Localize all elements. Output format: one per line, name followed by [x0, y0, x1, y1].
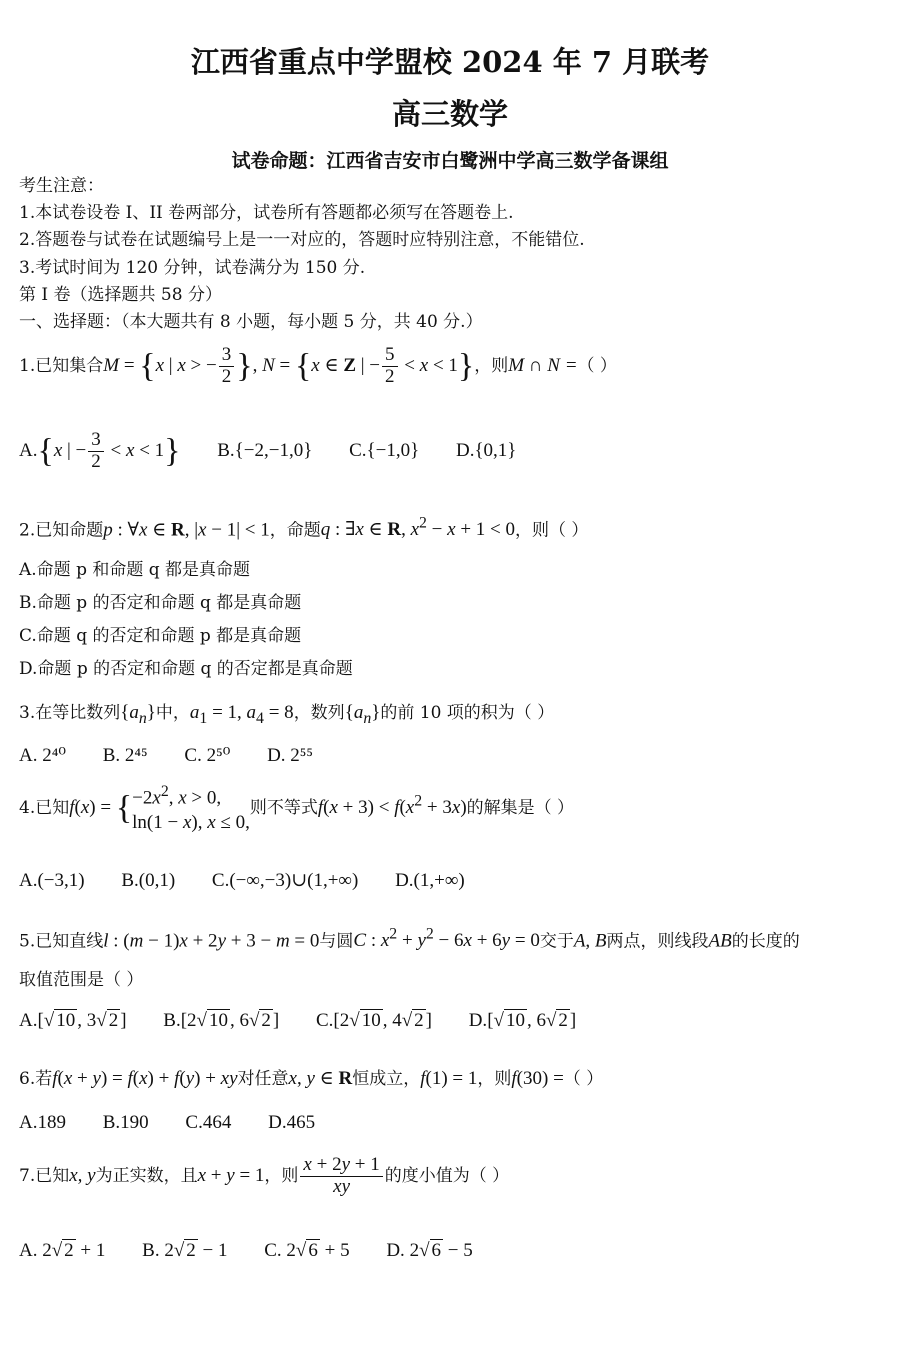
note-item: 2.答题卷与试卷在试题编号上是一一对应的，答题时应特别注意，不能错位. — [19, 230, 585, 250]
q5-option-a: A.[√ 10 , 3√ 2 ] — [19, 1010, 127, 1031]
q4-options — [19, 870, 497, 893]
q6-f1: f(1) = 1 — [420, 1068, 478, 1089]
q3-seq2: $\{a_n\}$ — [344, 702, 381, 727]
question-5 — [19, 926, 800, 953]
q2-mid: ，命题 — [269, 520, 321, 541]
q3-options — [19, 745, 345, 768]
q6-option-b: B.190 — [102, 1112, 149, 1133]
q1-options — [19, 430, 548, 473]
q2-prop-q: q : ∃x ∈ R, $x^2 - x + 1 < 0$ — [320, 515, 516, 541]
q4-option-a: A.(−3,1) — [19, 870, 85, 891]
q7-cond: x + y = 1 — [197, 1164, 265, 1186]
q3-tail: 的前 10 项的积为（ ） — [380, 703, 555, 723]
question-7 — [19, 1155, 509, 1198]
q6-domain: x, y ∈ R — [288, 1068, 353, 1089]
part-heading: 第 I 卷（选择题共 58 分） — [19, 285, 222, 305]
q5-mid: 与圆 — [319, 931, 354, 952]
note-item: 1.本试卷设卷 I、II 卷两部分，试卷所有答题都必须写在答题卷上. — [19, 203, 514, 223]
q3-option-b: B. 2⁴⁵ — [102, 745, 148, 766]
q6-option-d: D.465 — [268, 1112, 316, 1133]
question-6 — [19, 1068, 603, 1091]
q4-prefix: 4.已知 — [19, 798, 70, 819]
q2-option-d: D.命题 p 的否定和命题 q 的否定都是真命题 — [19, 659, 353, 679]
q4-mid: 则不等式 — [249, 798, 318, 819]
exam-title: 江西省重点中学盟校 2024 年 7 月联考 — [190, 45, 710, 79]
q4-tail: 的解集是（ ） — [466, 798, 575, 819]
q3-seq: $\{a_n\}$ — [120, 702, 156, 727]
q1-tail: （ ） — [577, 355, 617, 376]
q7-mid2: ，则 — [264, 1165, 299, 1186]
q1-option-b: B.{−2,−1,0} — [217, 439, 313, 461]
question-2 — [19, 515, 588, 542]
q1-option-c: C.{−1,0} — [349, 439, 420, 461]
q5-option-c: C.[2√ 10 , 4√ 2 ] — [315, 1010, 432, 1031]
q6-option-c: C.464 — [185, 1112, 232, 1133]
q3-prefix: 3.在等比数列 — [19, 703, 121, 723]
q7-expr: $\frac{x + 2y + 1}{xy}$ — [300, 1155, 382, 1198]
q6-options — [19, 1112, 347, 1135]
q7-option-d: D. 2√ 6 − 5 — [386, 1240, 473, 1261]
q5-prefix: 5.已知直线 — [19, 931, 104, 952]
q6-mid: 对任意 — [237, 1069, 289, 1089]
exam-author: 试卷命题：江西省吉安市白鹭洲中学高三数学备课组 — [231, 150, 669, 172]
q1-intersection: M ∩ N = — [508, 354, 578, 376]
q5-option-d: D.[√ 10 , 6√ 2 ] — [468, 1010, 577, 1031]
q3-mid1: 中， — [155, 703, 190, 723]
q6-prefix: 6.若 — [19, 1069, 53, 1089]
question-1 — [19, 345, 617, 388]
q7-prefix: 7.已知 — [19, 1165, 70, 1186]
q4-ineq: $f(x + 3) < f(x^2 + 3x)$ — [317, 792, 467, 819]
q7-options — [19, 1240, 505, 1263]
q7-option-c: C. 2√ 6 + 5 — [264, 1240, 350, 1261]
q3-option-a: A. 2⁴⁰ — [19, 745, 66, 766]
q4-option-b: B.(0,1) — [121, 870, 176, 891]
q1-set-m: M = {x | x > − $\frac{3}{2}$ }, N = {x ∈ Z | − $\frac{5}{2}$ < x < 1} — [103, 344, 475, 387]
q7-mid: 为正实数，且 — [95, 1165, 198, 1186]
q7-tail: 的度小值为（ ） — [384, 1165, 510, 1186]
q3-option-d: D. 2⁵⁵ — [267, 745, 314, 766]
q1-option-d: D.{0,1} — [455, 439, 517, 461]
question-4 — [19, 782, 574, 836]
q7-option-b: B. 2√ 2 − 1 — [142, 1240, 228, 1261]
q1-prefix: 1.已知集合 — [19, 355, 104, 376]
q2-option-a: A.命题 p 和命题 q 都是真命题 — [19, 560, 251, 580]
q5-tail2: 两点，则线段 — [606, 931, 709, 952]
q5-points: A, B — [573, 930, 607, 952]
q3-mid2: ，数列 — [293, 703, 345, 723]
q6-mid3: ，则 — [477, 1069, 512, 1089]
q2-tail: ，则（ ） — [515, 520, 589, 541]
q4-func: f(x) = { $-2x^2$, x > 0, ln(1 − x), x ≤ 0, — [69, 783, 250, 834]
q4-option-c: C.(−∞,−3)∪(1,+∞) — [211, 870, 359, 891]
q2-prefix: 2.已知命题 — [19, 520, 104, 541]
q2-prop-p: p : ∀x ∈ R, |x − 1| < 1 — [103, 519, 270, 541]
exam-subject: 高三数学 — [391, 97, 508, 131]
notes-heading: 考生注意： — [19, 176, 104, 196]
q2-option-c: C.命题 q 的否定和命题 p 都是真命题 — [19, 626, 302, 646]
q5-options — [19, 1010, 608, 1033]
q3-option-c: C. 2⁵⁰ — [184, 745, 231, 766]
q1-suffix: ，则 — [474, 355, 509, 376]
q6-f30: f(30) = — [511, 1068, 564, 1089]
q5-tail: 交于 — [539, 931, 574, 952]
q5-line: l : (m − 1)x + 2y + 3 − m = 0 — [103, 930, 320, 952]
q4-option-d: D.(1,+∞) — [395, 870, 465, 891]
q6-tail: （ ） — [563, 1069, 604, 1089]
q6-option-a: A.189 — [19, 1112, 66, 1133]
q6-mid2: 恒成立， — [352, 1069, 421, 1089]
q5-line2: 取值范围是（ ） — [19, 970, 144, 990]
q5-option-b: B.[2√ 10 , 6√ 2 ] — [163, 1010, 280, 1031]
q7-vars: x, y — [69, 1164, 96, 1186]
question-3 — [19, 702, 554, 729]
note-item: 3.考试时间为 120 分钟，试卷满分为 150 分. — [19, 258, 366, 278]
q7-option-a: A. 2√ 2 + 1 — [19, 1240, 106, 1261]
q5-tail3: 的长度的 — [731, 931, 800, 952]
q1-option-a: A.{x | − $\frac{3}{2}$ < x < 1} — [19, 429, 181, 472]
q2-option-b: B.命题 p 的否定和命题 q 都是真命题 — [19, 593, 302, 613]
q5-circle: C : $x^2 + y^2 - 6x + 6y = 0$ — [353, 926, 540, 952]
section-heading: 一、选择题：（本大题共有 8 小题，每小题 5 分，共 40 分.） — [19, 312, 483, 332]
q6-eq: f(x + y) = f(x) + f(y) + xy — [52, 1068, 238, 1089]
q5-segment: AB — [708, 930, 732, 952]
q3-cond: $a_1 = 1$, $a_4 = 8$ — [189, 702, 294, 727]
